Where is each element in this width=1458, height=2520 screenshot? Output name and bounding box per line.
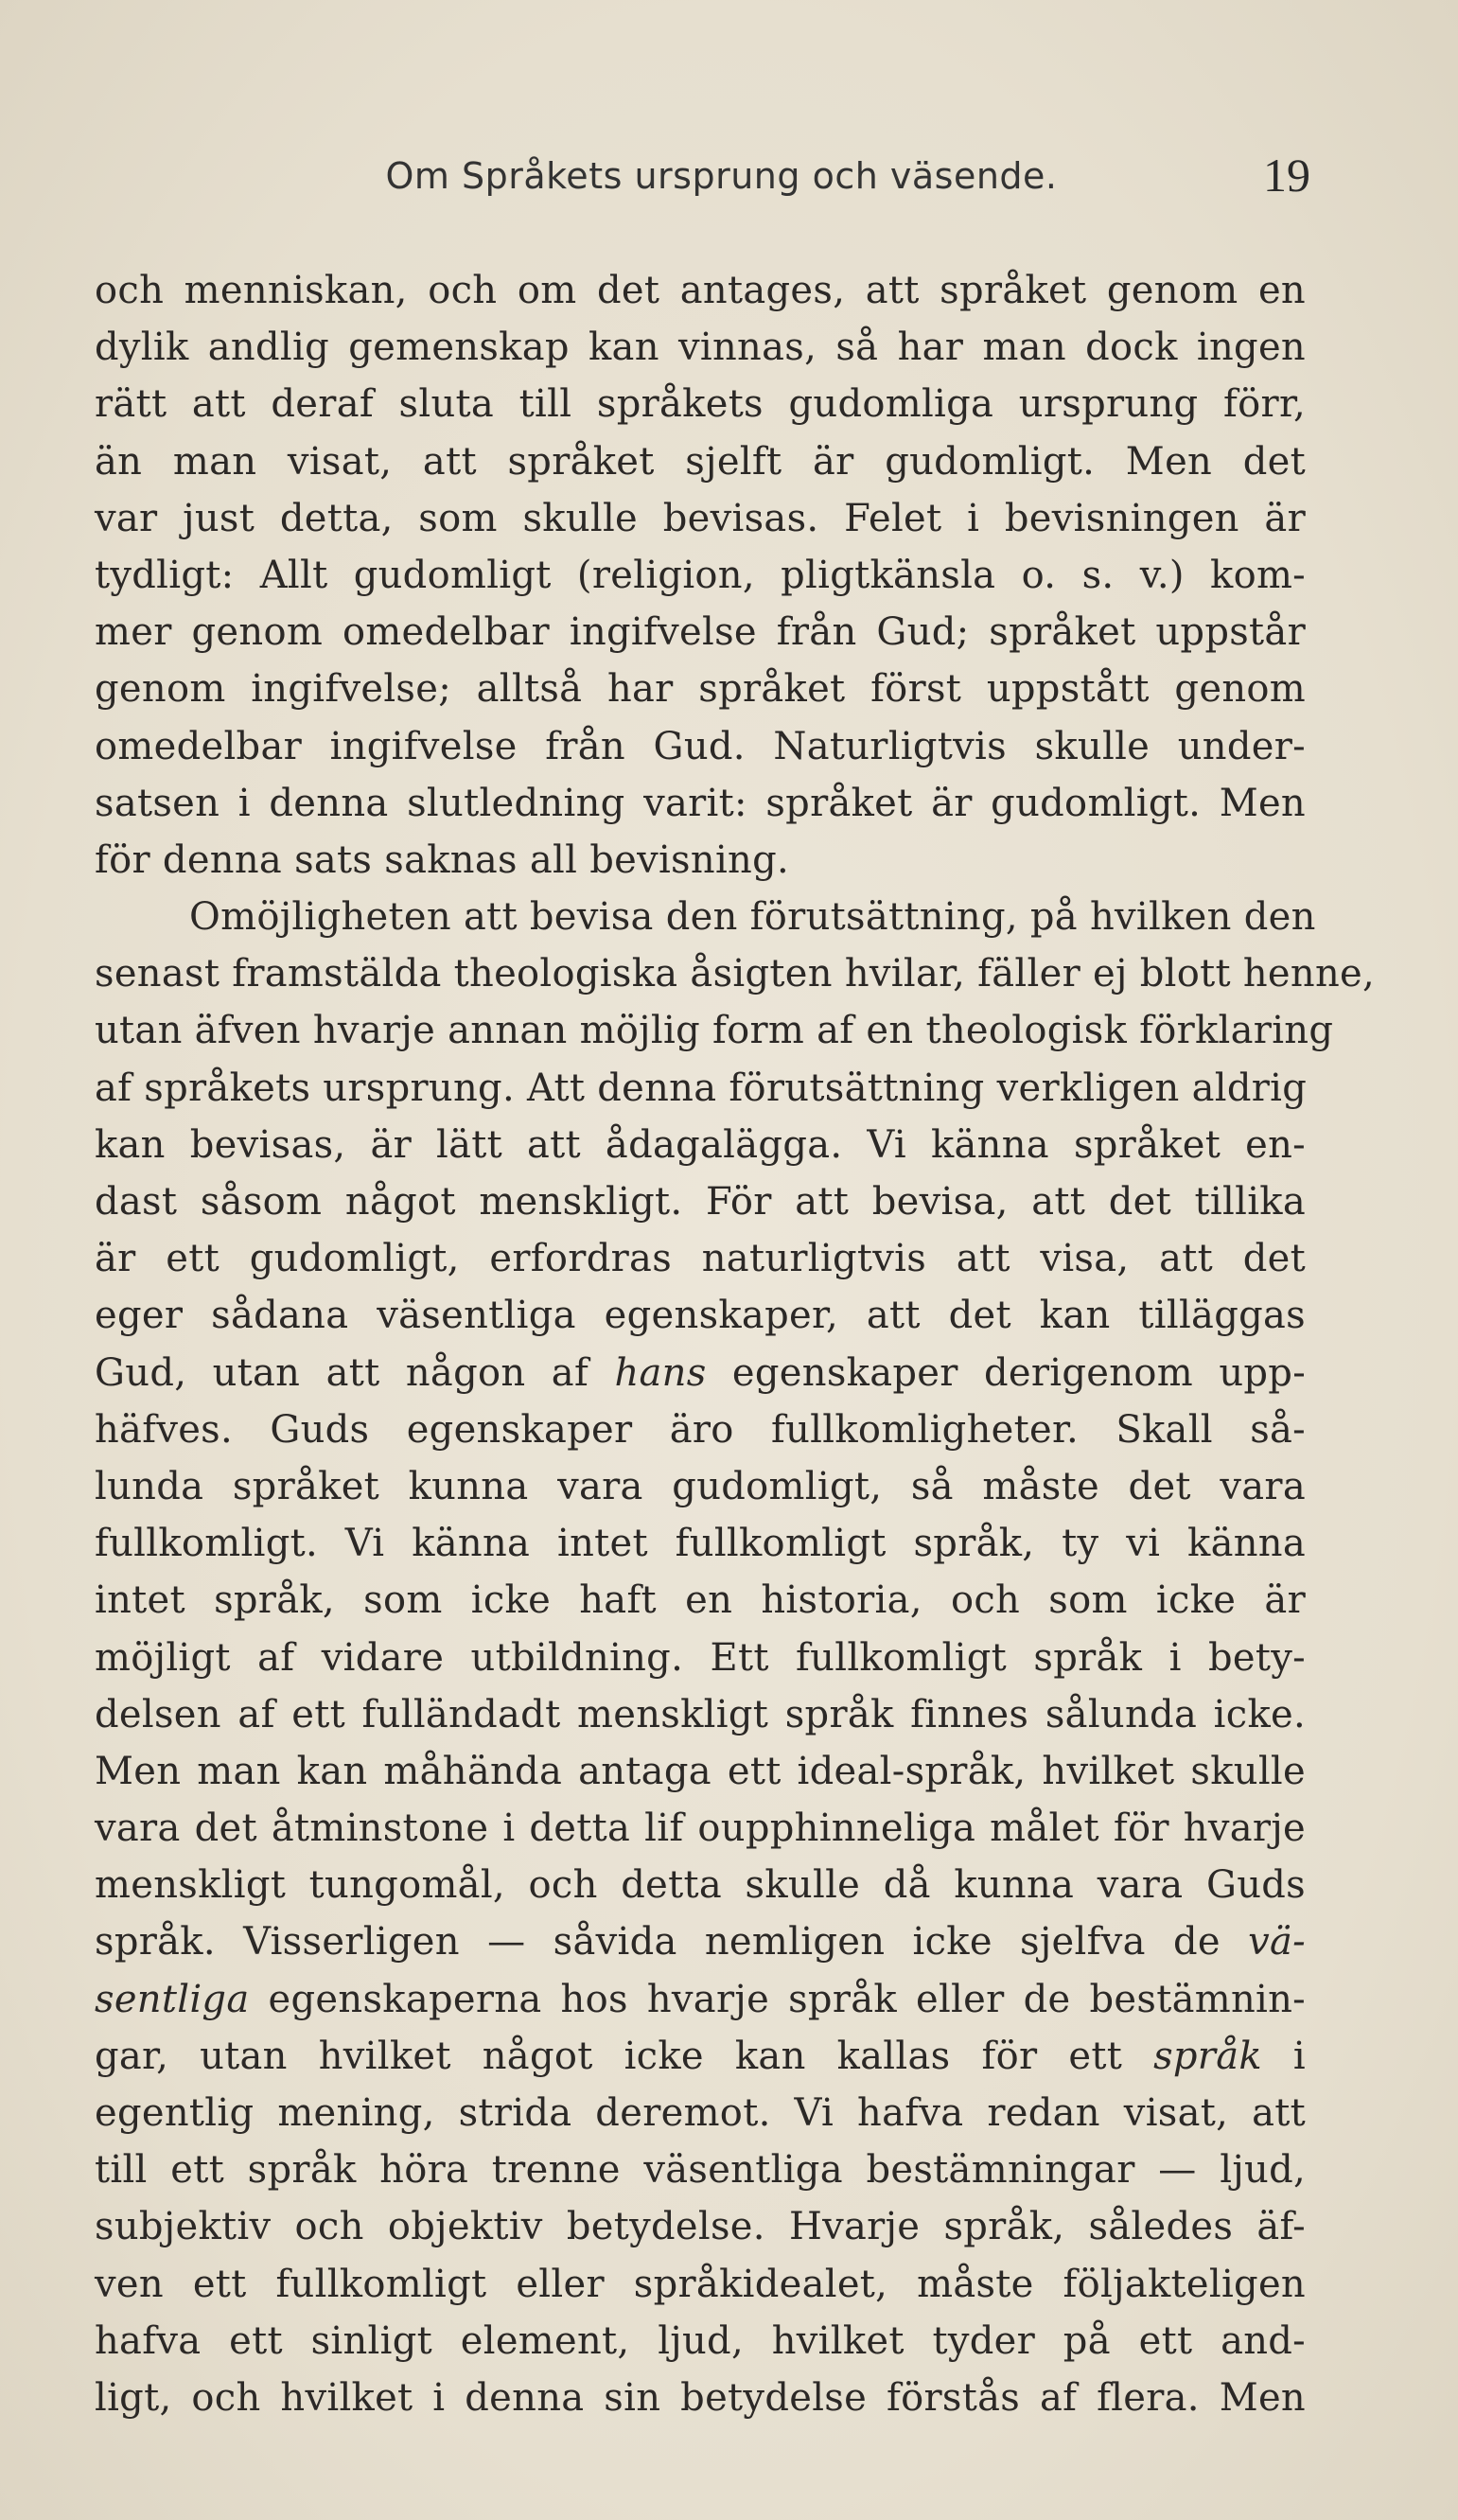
text-line: hafva ett sinligt element, ljud, hvilket tyder på ett and- <box>95 2318 1306 2363</box>
text-line: senast framstälda theologiska åsigten hvilar, fäller ej blott henne, <box>95 952 1375 996</box>
text-line: kan bevisas, är lätt att ådagalägga. Vi känna språket en- <box>95 1122 1306 1167</box>
text-segment: Gud, utan att någon af <box>95 1350 589 1395</box>
italic-word: vä- <box>1248 1920 1307 1965</box>
italic-word: språk <box>1153 2034 1262 2078</box>
text-line: ligt, och hvilket i denna sin betydelse förstås af flera. Men <box>95 2375 1306 2420</box>
text-line: är ett gudomligt, erfordras naturligtvis att visa, att det <box>95 1237 1306 1281</box>
text-line: subjektiv och objektiv betydelse. Hvarje språk, således äf- <box>95 2205 1306 2249</box>
text-line: för denna sats saknas all bevisning. <box>95 837 790 882</box>
text-line: än man visat, att språket sjelft är gudomligt. Men det <box>95 439 1306 484</box>
text-line: satsen i denna slutledning varit: språket är gudomligt. Men <box>95 781 1306 825</box>
text-line: utan äfven hvarje annan möjlig form af en theologisk förklaring <box>95 1009 1334 1053</box>
text-line <box>95 1913 1306 1970</box>
text-line: fullkomligt. Vi känna intet fullkomligt språk, ty vi känna <box>95 1522 1306 1566</box>
text-line: intet språk, som icke haft en historia, och som icke är <box>95 1578 1306 1623</box>
text-line: eger sådana väsentliga egenskaper, att det kan tilläggas <box>95 1294 1306 1338</box>
text-segment: egenskaperna hos hvarje språk eller de bestämnin- <box>268 1977 1306 2021</box>
text-line <box>95 1971 1306 2028</box>
running-title: Om Språkets ursprung och väsende. <box>385 155 1058 197</box>
text-line: lunda språket kunna vara gudomligt, så måste det vara <box>95 1464 1306 1508</box>
text-segment: språk. Visserligen — såvida nemligen icke sjelfva de <box>95 1920 1221 1965</box>
text-line: vara det åtminstone i detta lif oupphinneliga målet för hvarje <box>95 1806 1306 1851</box>
italic-word: sentliga <box>95 1977 250 2021</box>
text-line: genom ingifvelse; alltså har språket först uppstått genom <box>95 667 1306 712</box>
text-line: ven ett fullkomligt eller språkidealet, måste följakteligen <box>95 2262 1306 2306</box>
text-line: menskligt tungomål, och detta skulle då kunna vara Guds <box>95 1863 1306 1908</box>
text-line: Men man kan måhända antaga ett ideal-språk, hvilket skulle <box>95 1749 1306 1793</box>
text-line: till ett språk höra trenne väsentliga bestämningar — ljud, <box>95 2148 1306 2193</box>
text-segment: gar, utan hvilket något icke kan kallas för ett <box>95 2034 1123 2078</box>
text-line: häfves. Guds egenskaper äro fullkomligheter. Skall så- <box>95 1407 1306 1452</box>
text-line <box>95 1345 1306 1401</box>
italic-word: hans <box>614 1350 707 1395</box>
text-line: omedelbar ingifvelse från Gud. Naturligtvis skulle under- <box>95 724 1306 768</box>
text-line <box>95 2028 1306 2085</box>
text-line: mer genom omedelbar ingifvelse från Gud; språket uppstår <box>95 610 1306 655</box>
text-segment: egenskaper derigenom upp- <box>731 1350 1307 1395</box>
text-line: rätt att deraf sluta till språkets gudomliga ursprung förr, <box>95 382 1306 427</box>
text-segment: i <box>1292 2034 1307 2078</box>
page-number: 19 <box>1263 149 1310 202</box>
text-line: egentlig mening, strida deremot. Vi hafva redan visat, att <box>95 2091 1306 2135</box>
text-line: delsen af ett fulländadt menskligt språk finnes sålunda icke. <box>95 1692 1306 1736</box>
text-line: dylik andlig gemenskap kan vinnas, så har man dock ingen <box>95 326 1306 370</box>
page-header <box>132 151 1310 208</box>
text-line: var just detta, som skulle bevisas. Felet i bevisningen är <box>95 496 1306 540</box>
text-line: och menniskan, och om det antages, att språket genom en <box>95 269 1306 312</box>
text-line: tydligt: Allt gudomligt (religion, pligtkänsla o. s. v.) kom- <box>95 553 1306 597</box>
body-text <box>95 262 1375 2426</box>
text-line: dast såsom något menskligt. För att bevisa, att det tillika <box>95 1180 1306 1224</box>
text-line: af språkets ursprung. Att denna förutsättning verkligen aldrig <box>95 1066 1308 1110</box>
text-line: Omöjligheten att bevisa den förutsättning, på hvilken den <box>189 895 1316 940</box>
text-line: möjligt af vidare utbildning. Ett fullkomligt språk i bety- <box>95 1635 1306 1680</box>
